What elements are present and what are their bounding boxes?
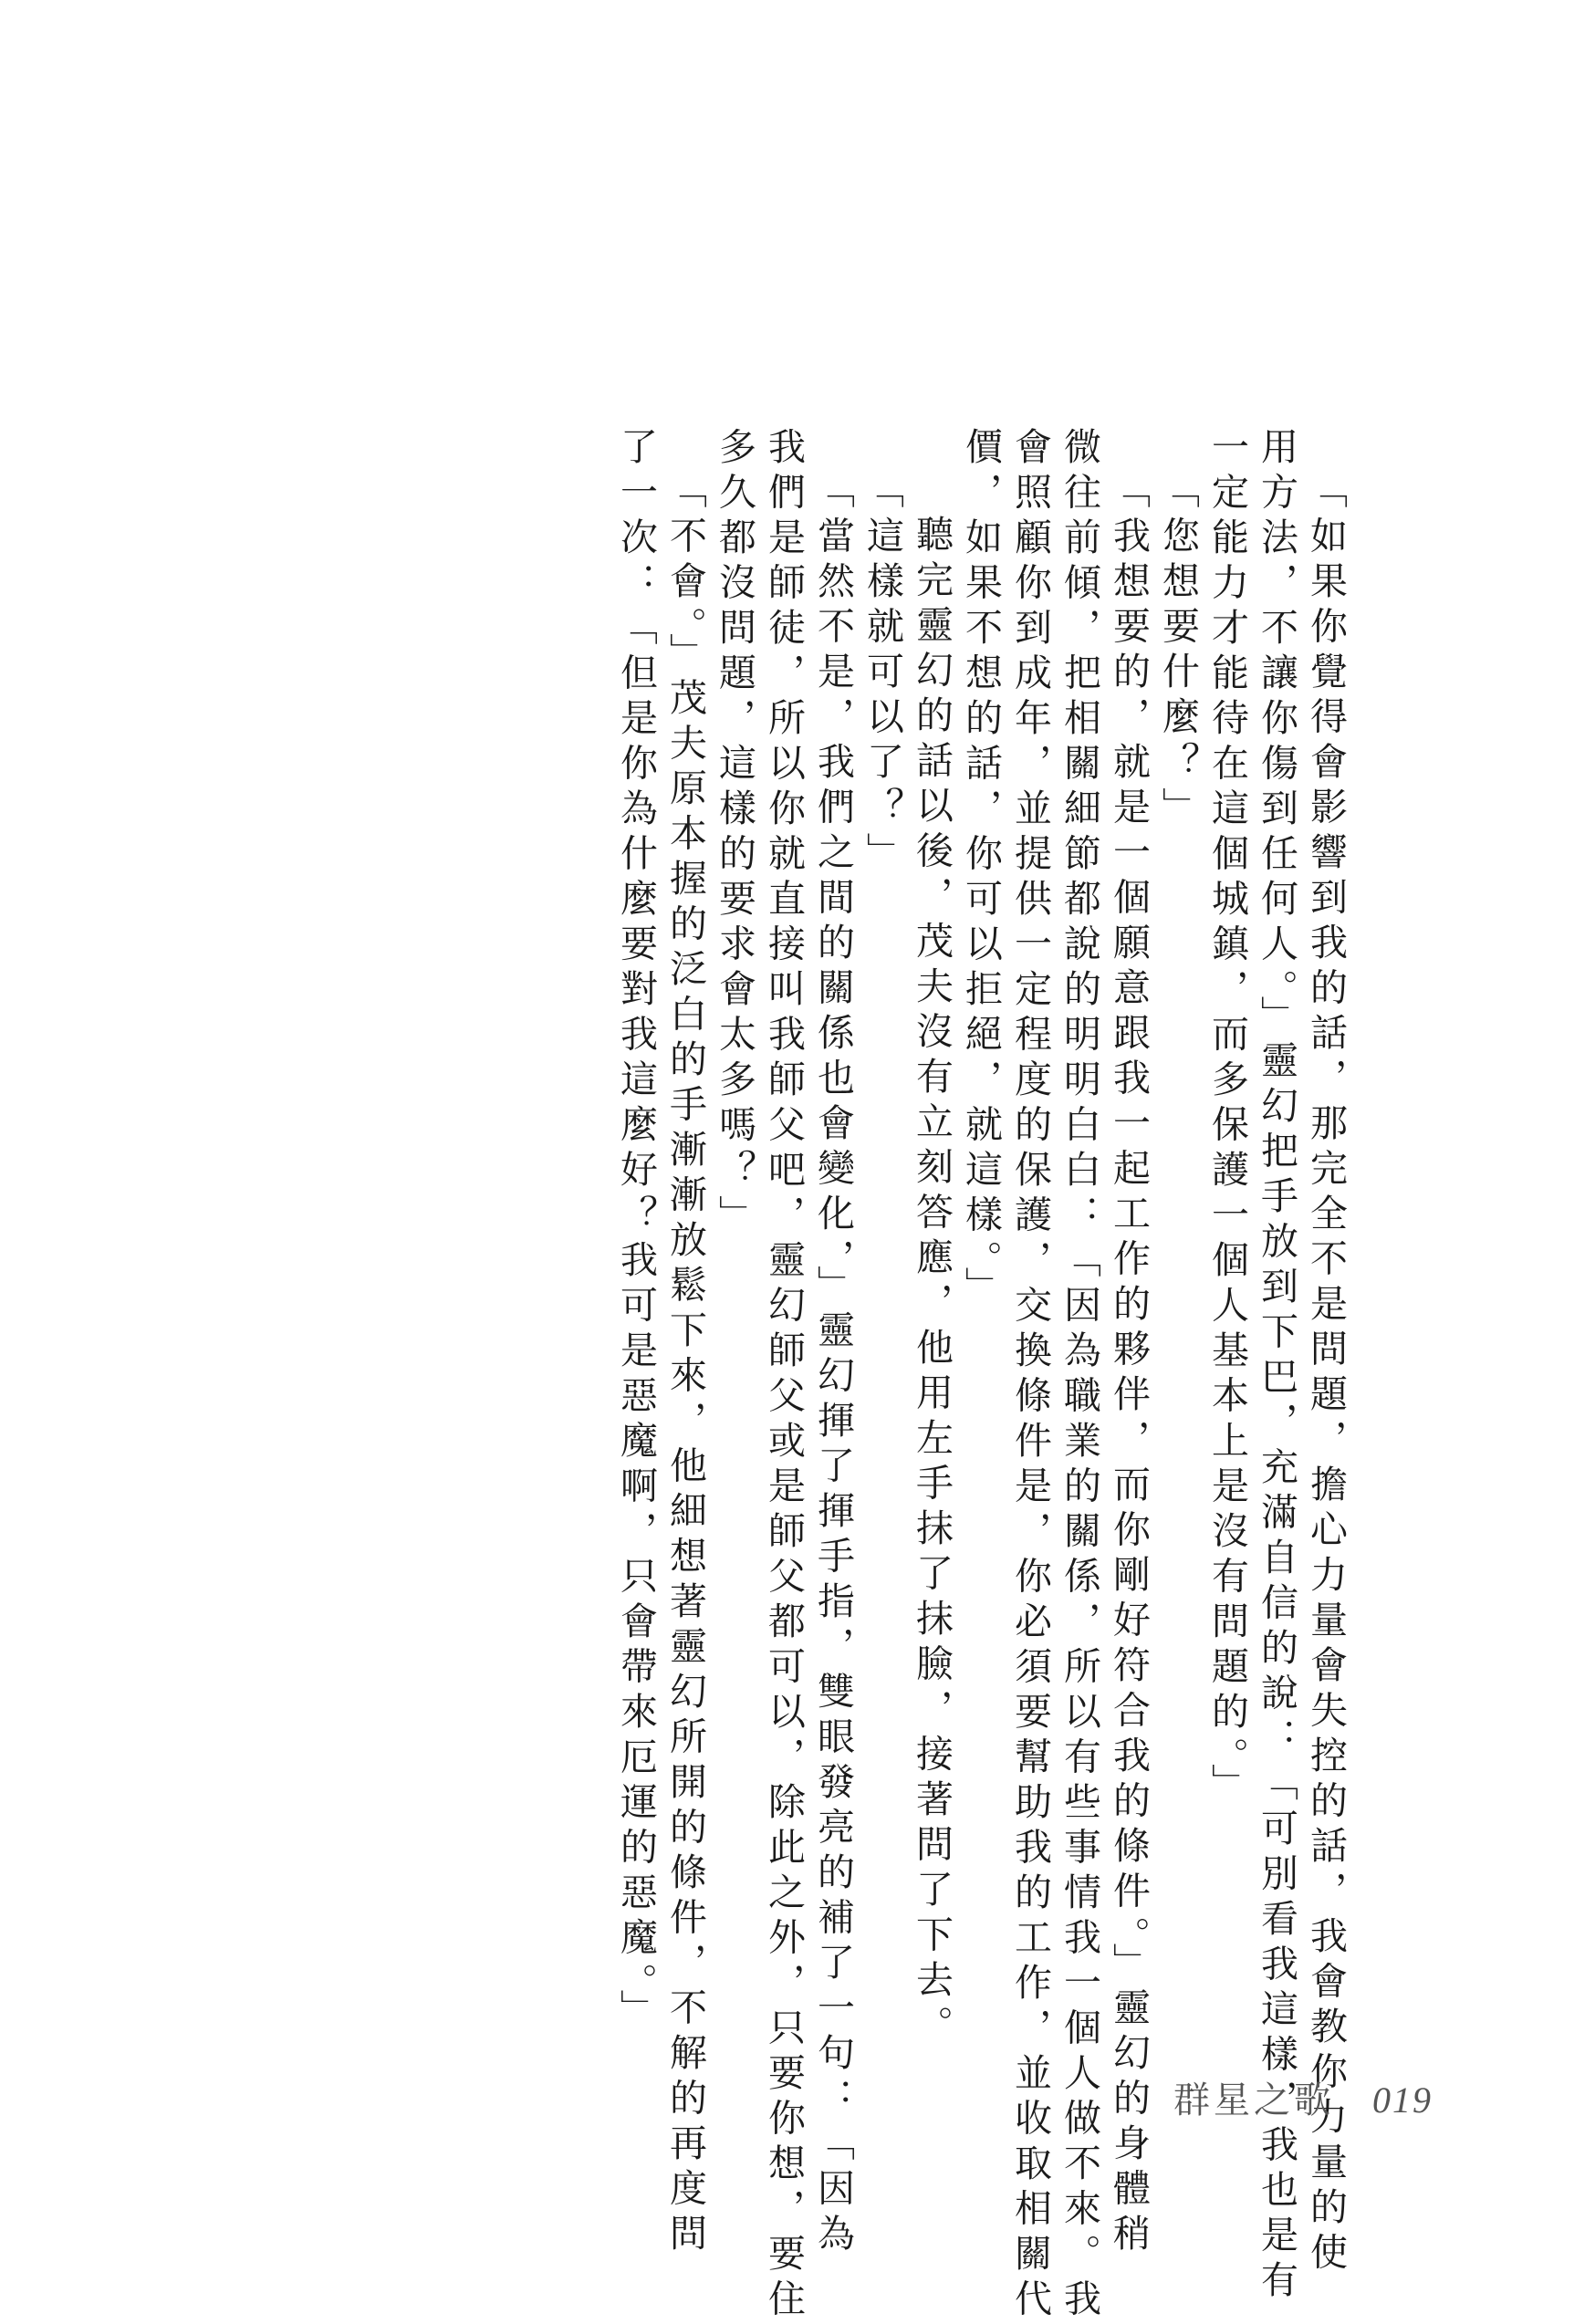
text-line: 「當然不是，我們之間的關係也會變化，」靈幻揮了揮手指，雙眼發亮的補了一句：「因為 bbox=[811, 471, 855, 2259]
text-line: 了一次：「但是你為什麼要對我這麼好？我可是惡魔啊，只會帶來厄運的惡魔。」 bbox=[614, 427, 658, 2035]
text-line: 「這樣就可以了？」 bbox=[860, 471, 904, 878]
text-line: 一定能力才能待在這個城鎮，而多保護一個人基本上是沒有問題的。」 bbox=[1205, 427, 1249, 1808]
text-line: 「我想要的，就是一個願意跟我一起工作的夥伴，而你剛好符合我的條件。」靈幻的身體稍 bbox=[1107, 471, 1151, 2259]
text-line: 微往前傾，把相關細節都說的明明白白：「因為職業的關係，所以有些事情我一個人做不來。我 bbox=[1058, 427, 1101, 2324]
page-number: 019 bbox=[1372, 2079, 1433, 2121]
text-line: 價，如果不想的話，你可以拒絕，就這樣。」 bbox=[959, 427, 1003, 1312]
text-line: 多久都沒問題，這樣的要求會太多嗎？」 bbox=[713, 427, 756, 1240]
text-line: 我們是師徒，所以你就直接叫我師父吧，靈幻師父或是師父都可以，除此之外，只要你想，要住 bbox=[762, 427, 806, 2324]
text-line: 「您想要什麼？」 bbox=[1156, 471, 1200, 832]
book-title: 群星之歌 bbox=[1173, 2079, 1334, 2121]
text-line: 用方法，不讓你傷到任何人。」靈幻把手放到下巴，充滿自信的說：「可別看我這樣，我也是有 bbox=[1255, 427, 1298, 2306]
text-line: 聽完靈幻的話以後，茂夫沒有立刻答應，他用左手抹了抹臉，接著問了下去。 bbox=[910, 515, 954, 2050]
text-line: 「如果你覺得會影響到我的話，那完全不是問題，擔心力量會失控的話，我會教你力量的使 bbox=[1304, 471, 1348, 2277]
page-footer bbox=[1173, 2071, 1433, 2123]
text-line: 「不會。」茂夫原本握的泛白的手漸漸放鬆下來，他細想著靈幻所開的條件，不解的再度問 bbox=[663, 471, 707, 2259]
text-line: 會照顧你到成年，並提供一定程度的保護，交換條件是，你必須要幫助我的工作，並收取相關代 bbox=[1008, 427, 1052, 2324]
